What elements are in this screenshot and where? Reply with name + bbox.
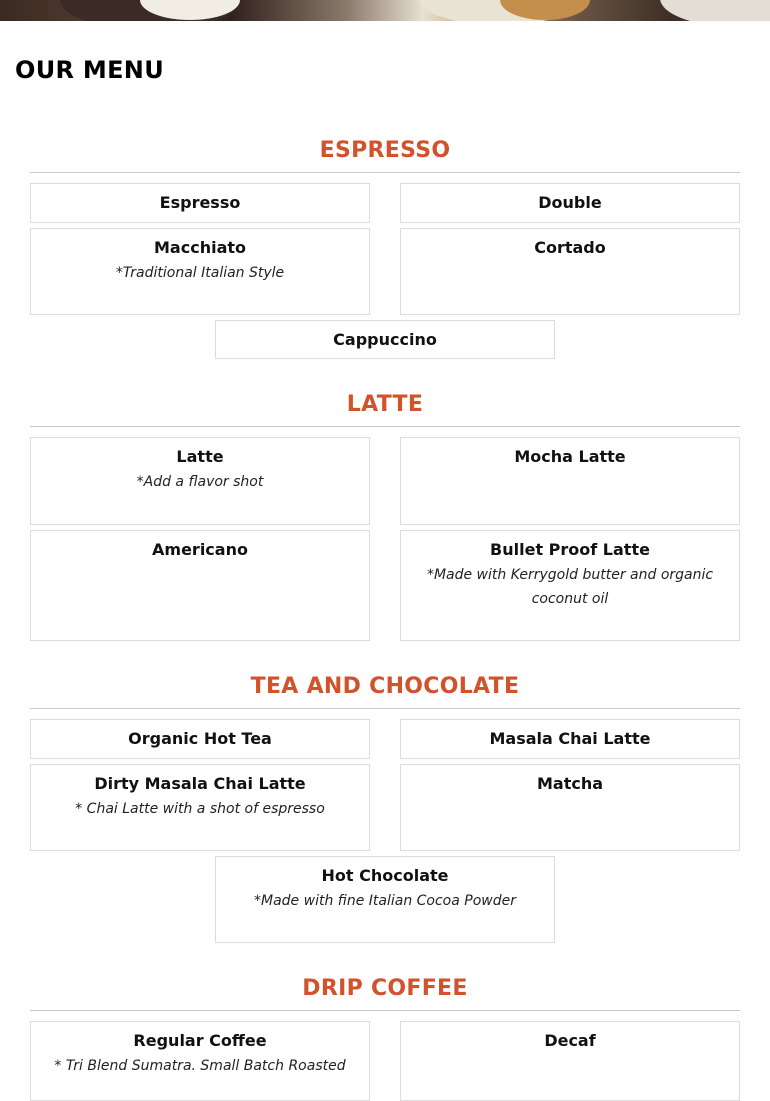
section-title-tea-and-chocolate: TEA AND CHOCOLATE	[250, 674, 520, 699]
menu-item-description: *Made with fine Italian Cocoa Powder	[254, 893, 516, 909]
menu-item-double	[400, 183, 740, 223]
menu-item-name: Hot Chocolate	[321, 866, 449, 885]
menu-item-name: Cortado	[534, 238, 606, 257]
menu-item-name: Matcha	[536, 774, 604, 793]
menu-item-bullet-proof-latte	[400, 530, 740, 641]
section-divider	[30, 172, 740, 173]
menu-item-cappuccino	[215, 320, 555, 359]
menu-item-description: *Traditional Italian Style	[115, 265, 285, 281]
menu-item-decaf	[400, 1021, 740, 1101]
menu-item-description: *Add a flavor shot	[136, 474, 264, 490]
menu-item-regular-coffee	[30, 1021, 370, 1101]
menu-item-name: Decaf	[544, 1031, 596, 1050]
menu-item-description: *Made with Kerrygold butter and organic coconut oil	[426, 567, 714, 607]
menu-item-cortado	[400, 228, 740, 315]
menu-item-mocha-latte	[400, 437, 740, 525]
menu-item-espresso	[30, 183, 370, 223]
page-title: OUR MENU	[15, 56, 164, 84]
menu-item-masala-chai-latte	[400, 719, 740, 759]
menu-item-description: * Chai Latte with a shot of espresso	[75, 801, 325, 817]
section-divider	[30, 708, 740, 709]
section-divider	[30, 1010, 740, 1011]
menu-item-name: Dirty Masala Chai Latte	[94, 774, 306, 793]
menu-item-latte	[30, 437, 370, 525]
menu-item-name: Regular Coffee	[133, 1031, 267, 1050]
menu-item-name: Macchiato	[154, 238, 246, 257]
menu-item-name: Cappuccino	[333, 330, 437, 349]
menu-item-americano	[30, 530, 370, 641]
menu-item-hot-chocolate	[215, 856, 555, 943]
menu-item-name: Mocha Latte	[514, 447, 626, 466]
section-title-latte: LATTE	[346, 392, 424, 417]
menu-item-description: * Tri Blend Sumatra. Small Batch Roasted	[54, 1058, 346, 1074]
menu-item-name: Organic Hot Tea	[128, 729, 272, 748]
hero-image	[0, 0, 770, 21]
menu-item-name: Double	[538, 193, 602, 212]
menu-item-name: Masala Chai Latte	[489, 729, 651, 748]
menu-item-name: Americano	[152, 540, 248, 559]
menu-item-name: Espresso	[159, 193, 241, 212]
section-title-drip-coffee: DRIP COFFEE	[302, 976, 468, 1001]
menu-item-name: Latte	[176, 447, 224, 466]
section-divider	[30, 426, 740, 427]
menu-item-name: Bullet Proof Latte	[490, 540, 650, 559]
menu-item-matcha	[400, 764, 740, 851]
menu-item-organic-hot-tea	[30, 719, 370, 759]
section-title-espresso: ESPRESSO	[319, 138, 451, 163]
menu-item-macchiato	[30, 228, 370, 315]
menu-item-dirty-masala-chai-latte	[30, 764, 370, 851]
